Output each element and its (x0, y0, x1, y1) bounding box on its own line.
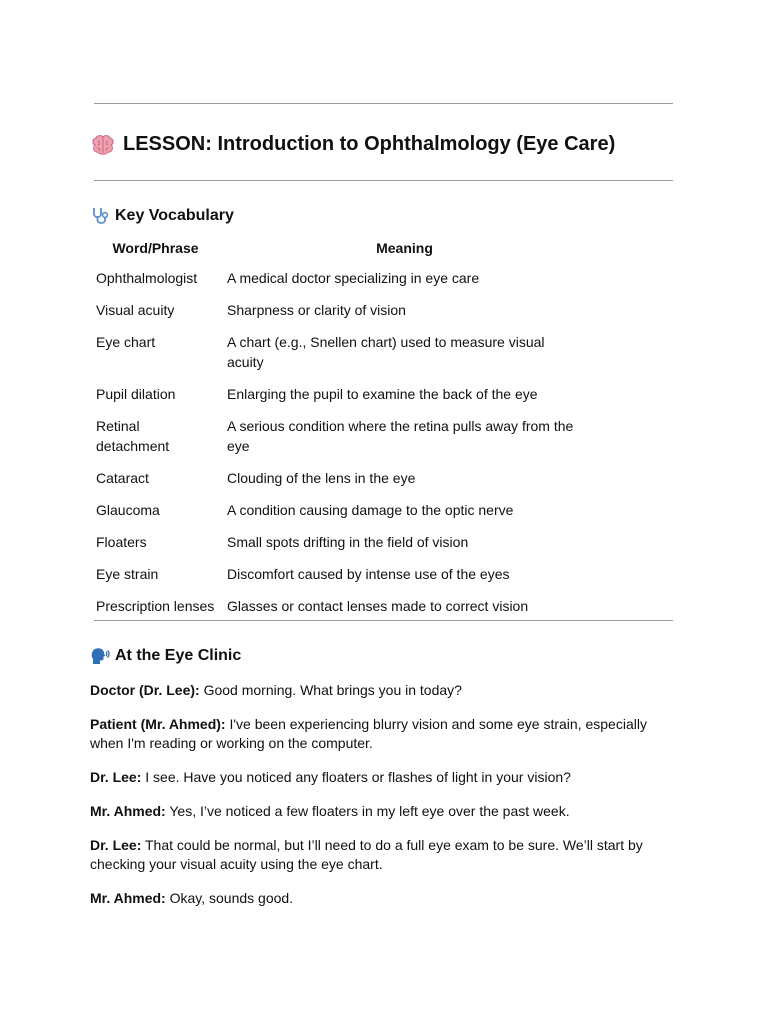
dialogue-speaker: Dr. Lee: (90, 769, 142, 785)
vocabulary-table (90, 234, 588, 622)
dialogue-text: Yes, I’ve noticed a few floaters in my left eye over the past week. (165, 803, 570, 819)
dialogue-text: Good morning. What brings you in today? (199, 682, 462, 698)
dialogue-line (90, 802, 680, 821)
top-divider (94, 103, 673, 104)
clinic-heading-text: At the Eye Clinic (115, 647, 242, 664)
vocab-word: Glaucoma (96, 502, 160, 518)
title-divider (94, 180, 673, 181)
table-row (90, 410, 588, 462)
vocab-word: Retinal detachment (96, 418, 170, 454)
dialogue-text: Okay, sounds good. (165, 890, 294, 906)
speaking-head-icon (90, 646, 110, 666)
table-row (90, 494, 588, 526)
column-header-word: Word/Phrase (112, 240, 199, 256)
dialogue-line (90, 889, 680, 908)
table-row (90, 558, 588, 590)
table-row (90, 326, 588, 378)
table-row (90, 378, 588, 410)
table-row (90, 462, 588, 494)
clinic-dialogue (90, 681, 680, 923)
column-header-meaning: Meaning (376, 240, 433, 256)
dialogue-line (90, 836, 680, 874)
vocab-meaning: A chart (e.g., Snellen chart) used to measure visual acuity (227, 334, 545, 370)
dialogue-text: I've been experiencing blurry vision and some eye strain, especially when I'm reading or working on the computer. (90, 716, 647, 751)
vocab-meaning: A serious condition where the retina pulls away from the eye (227, 418, 574, 454)
vocab-meaning: Small spots drifting in the field of vision (227, 534, 469, 550)
dialogue-speaker: Patient (Mr. Ahmed): (90, 716, 226, 732)
vocab-word: Eye chart (96, 334, 156, 350)
vocab-word: Floaters (96, 534, 147, 550)
dialogue-line (90, 715, 680, 753)
dialogue-speaker: Mr. Ahmed: (90, 803, 166, 819)
vocab-meaning: A condition causing damage to the optic nerve (227, 502, 514, 518)
table-row (90, 262, 588, 294)
table-header-row (90, 234, 588, 262)
dialogue-speaker: Dr. Lee: (90, 837, 142, 853)
table-row (90, 590, 588, 622)
stethoscope-icon (90, 206, 110, 226)
dialogue-text: I see. Have you noticed any floaters or flashes of light in your vision? (141, 769, 571, 785)
vocabulary-heading-text: Key Vocabulary (115, 207, 234, 224)
lesson-title-text: LESSON: Introduction to Ophthalmology (Eye Care) (123, 133, 616, 155)
vocab-word: Ophthalmologist (96, 270, 198, 286)
dialogue-speaker: Mr. Ahmed: (90, 890, 166, 906)
vocab-meaning: Glasses or contact lenses made to correct vision (227, 598, 529, 614)
vocab-word: Eye strain (96, 566, 159, 582)
vocab-word: Visual acuity (96, 302, 175, 318)
brain-icon (90, 134, 116, 156)
table-row (90, 294, 588, 326)
dialogue-speaker: Doctor (Dr. Lee): (90, 682, 200, 698)
vocab-meaning: Clouding of the lens in the eye (227, 470, 416, 486)
lesson-title (90, 133, 615, 156)
table-row (90, 526, 588, 558)
vocab-meaning: Sharpness or clarity of vision (227, 302, 406, 318)
vocab-word: Cataract (96, 470, 149, 486)
dialogue-line (90, 768, 680, 787)
vocab-meaning: A medical doctor specializing in eye care (227, 270, 480, 286)
dialogue-text: That could be normal, but I’ll need to do a full eye exam to be sure. We’ll start by checking your visual acuity using the eye chart. (90, 837, 643, 872)
clinic-heading (90, 646, 241, 666)
vocab-meaning: Discomfort caused by intense use of the eyes (227, 566, 510, 582)
vocabulary-heading (90, 206, 234, 226)
vocabulary-divider (94, 620, 673, 621)
vocab-word: Pupil dilation (96, 386, 176, 402)
vocab-word: Prescription lenses (96, 598, 215, 614)
vocab-meaning: Enlarging the pupil to examine the back of the eye (227, 386, 538, 402)
dialogue-line (90, 681, 680, 700)
